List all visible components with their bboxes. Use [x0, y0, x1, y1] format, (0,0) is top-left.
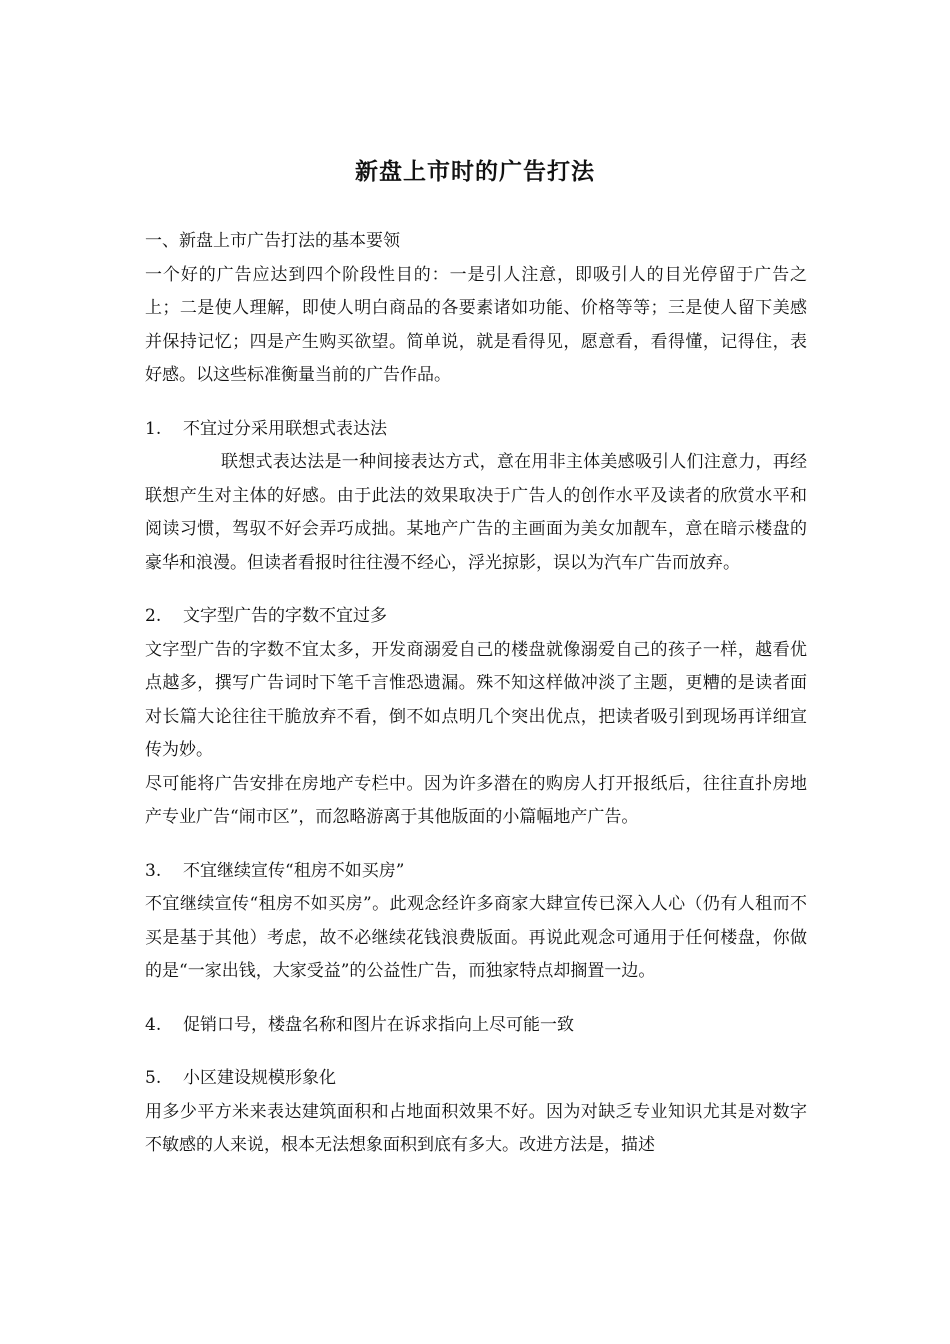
- item5-heading-text: 小区建设规模形象化: [183, 1068, 336, 1088]
- item2-heading-text: 文字型广告的字数不宜过多: [183, 606, 387, 626]
- item3-heading-text: 不宜继续宣传“租房不如买房”: [183, 860, 405, 881]
- document-title: 新盘上市时的广告打法: [355, 158, 595, 185]
- item1-heading: [145, 413, 807, 447]
- item4-heading: [145, 1009, 807, 1043]
- item1-number: 1.: [145, 418, 162, 439]
- item3-text: 不宜继续宣传“租房不如买房”。此观念经许多商家大肆宣传已深入人心（仍有人租而不买是基于其他）考虑，故不必继续花钱浪费版面。再说此观念可通用于任何楼盘，你做的是“一家出钱，大家受益”的公益性广告，而独家特点却搁置一边。: [145, 894, 807, 981]
- item5-text: 用多少平方米来表达建筑面积和占地面积效果不好。因为对缺乏专业知识尤其是对数字不敏感的人来说，根本无法想象面积到底有多大。改进方法是，描述: [145, 1101, 807, 1155]
- item2-heading: [145, 600, 807, 634]
- section1-text: 一个好的广告应达到四个阶段性目的：一是引人注意，即吸引人的目光停留于广告之上；二是使人理解，即使人明白商品的各要素诸如功能、价格等等；三是使人留下美感并保持记忆；四是产生购买欲望。简单说，就是看得见，愿意看，看得懂，记得住，表好感。以这些标准衡量当前的广告作品。: [145, 264, 807, 385]
- item4-number: 4.: [145, 1014, 162, 1035]
- item2-text-1: 文字型广告的字数不宜太多，开发商溺爱自己的楼盘就像溺爱自己的孩子一样，越看优点越多，撰写广告词时下笔千言惟恐遗漏。殊不知这样做冲淡了主题，更糟的是读者面对长篇大论往往干脆放弃不看，倒不如点明几个突出优点，把读者吸引到现场再详细宣传为妙。: [145, 639, 807, 760]
- item3-number: 3.: [145, 860, 162, 881]
- item1-text: 联想式表达法是一种间接表达方式，意在用非主体美感吸引人们注意力，再经联想产生对主体的好感。由于此法的效果取决于广告人的创作水平及读者的欣赏水平和阅读习惯，驾驭不好会弄巧成拙。某地产广告的主画面为美女加靓车，意在暗示楼盘的豪华和浪漫。但读者看报时往往漫不经心，浮光掠影，误以为汽车广告而放弃。: [145, 452, 807, 573]
- item4-heading-text: 促销口号，楼盘名称和图片在诉求指向上尽可能一致: [183, 1014, 574, 1035]
- item5-heading: [145, 1062, 807, 1096]
- document-body: [145, 225, 807, 1163]
- section1-heading: 一、新盘上市广告打法的基本要领: [145, 231, 400, 251]
- item1-heading-text: 不宜过分采用联想式表达法: [183, 418, 387, 439]
- item5-number: 5.: [145, 1068, 162, 1088]
- item2-text-2: 尽可能将广告安排在房地产专栏中。因为许多潜在的购房人打开报纸后，往往直扑房地产专业广告“闹市区”，而忽略游离于其他版面的小篇幅地产广告。: [145, 773, 807, 827]
- item3-heading: [145, 855, 807, 889]
- item2-number: 2.: [145, 606, 162, 626]
